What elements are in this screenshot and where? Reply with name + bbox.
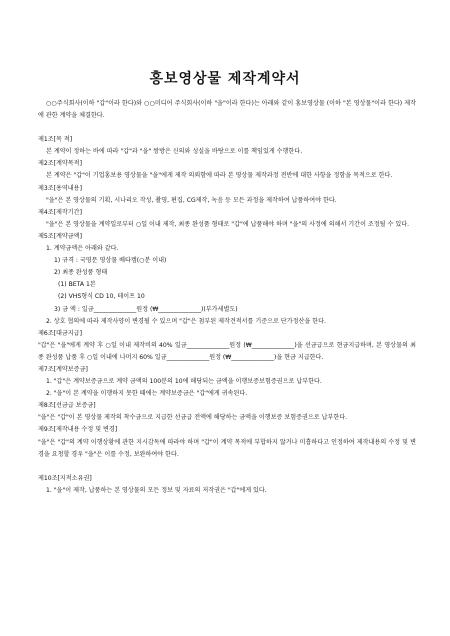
article-7-title: 제7조[계약보증금]	[38, 365, 88, 373]
article-1-body: 본 계약이 정하는 바에 따라 "갑"과 "을" 쌍방은 신의와 성실을 바탕으로 이를 책임있게 수행한다.	[46, 148, 303, 156]
article-5-item-1-2-1: (1) BETA 1본	[58, 281, 96, 289]
article-5-item-1-2-2: (2) VHS형식 CD 10, 테이프 10	[58, 293, 145, 301]
intro-paragraph: ○○주식회사(이하 "갑"이라 한다)와 ○○미디어 주식회사(이하 "을"이라 한다)는 아래와 같이 홍보영상물 (이하 "본 영상물"이라 한다) 제작에 관한 계약을 체결한다.	[38, 100, 416, 120]
article-5-item-2: 2. 상호 협의에 따라 제작사양이 변경될 수 있으며 "갑"은 첨부된 제작견적서를 기준으로 단가정산을 한다.	[46, 317, 326, 325]
document-title: 홍보영상물 제작계약서	[149, 71, 301, 87]
article-6-body: "갑"은 "을"에게 계약 후 ○일 이내 제작비의 40% 일금______________원정 (₩______________)을 선금급으로 현금지급하며, 본 영상물의 최종 완성품 납품 후 ○일 이내에 나머지 60% 일금______________원정 (₩______________)을 현금 지급한다.	[38, 341, 416, 361]
article-2-title: 제2조[계약목적]	[38, 160, 82, 168]
article-3-title: 제3조[용역내용]	[38, 184, 82, 192]
article-7-item-2: 2. "을"이 본 계약을 이행하지 못한 때에는 계약보증금은 "갑"에게 귀속된다.	[46, 390, 248, 398]
article-5-item-1: 1. 계약금액은 아래와 같다.	[46, 245, 119, 253]
article-10-title: 제10조[지적소유권]	[38, 474, 92, 482]
article-6-title: 제6조[대금지급]	[38, 329, 82, 337]
article-4-body: "을"은 본 영상물을 계약일로부터 ○일 이내 제작, 최종 완성품 형태로 "갑"에 납품해야 하며 "을"의 사정에 의해서 기간이 조정될 수 있다.	[46, 220, 410, 228]
article-8-title: 제8조[선금급 보증금]	[38, 402, 96, 410]
article-5-item-1-2: 2) 최종 완성품 형태	[54, 269, 108, 277]
article-10-item-1: 1. "을"이 제작, 납품하는 본 영상물의 모든 정보 및 자료의 저작권은 "갑"에게 있다.	[46, 486, 267, 494]
article-5-item-1-3: 3) 금 액 : 일금______________원정 (₩______________)(부가세별도)	[54, 305, 238, 313]
article-2-body: 본 계약은 "갑"이 기업홍보용 영상물을 "을"에게 제작 의뢰함에 따라 본 영상물 제작과정 전반에 대한 사항을 정함을 목적으로 한다.	[46, 172, 393, 180]
article-9-body: "을"은 "갑"의 계약 이행상황에 관한 지시감독에 따라야 하며 "갑"이 계약 목적에 부합하지 않거나 미흡하다고 인정하여 제작내용의 수정 및 변경을 요청할 경우 "을"은 이를 수정, 보완하여야 한다.	[38, 438, 416, 458]
article-3-body: "을"은 본 영상물의 기획, 시나리오 작성, 촬영, 편집, CG제작, 녹음 등 모든 과정을 제작하여 납품하여야 한다.	[46, 196, 337, 204]
article-5-item-1-1: 1) 규격 : 국영문 영상물 베타캠(○분 이내)	[54, 257, 167, 265]
article-1-title: 제1조[목 적]	[38, 136, 73, 144]
article-8-body: "을"은 "갑"이 본 영상물 제작의 착수금으로 지급한 선금급 전액에 해당하는 금액을 이행보증 보험증권으로 납부한다.	[38, 414, 348, 422]
article-5-title: 제5조[계약금액]	[38, 232, 82, 240]
article-7-item-1: 1. "갑"은 계약보증금으로 계약 금액의 100분의 10에 해당되는 금액을 이행보증보험증권으로 납부한다.	[46, 378, 322, 386]
article-9-title: 제9조[제작내용 수정 및 변경]	[38, 426, 118, 434]
article-4-title: 제4조[제작기간]	[38, 208, 82, 216]
document-body	[38, 98, 416, 497]
